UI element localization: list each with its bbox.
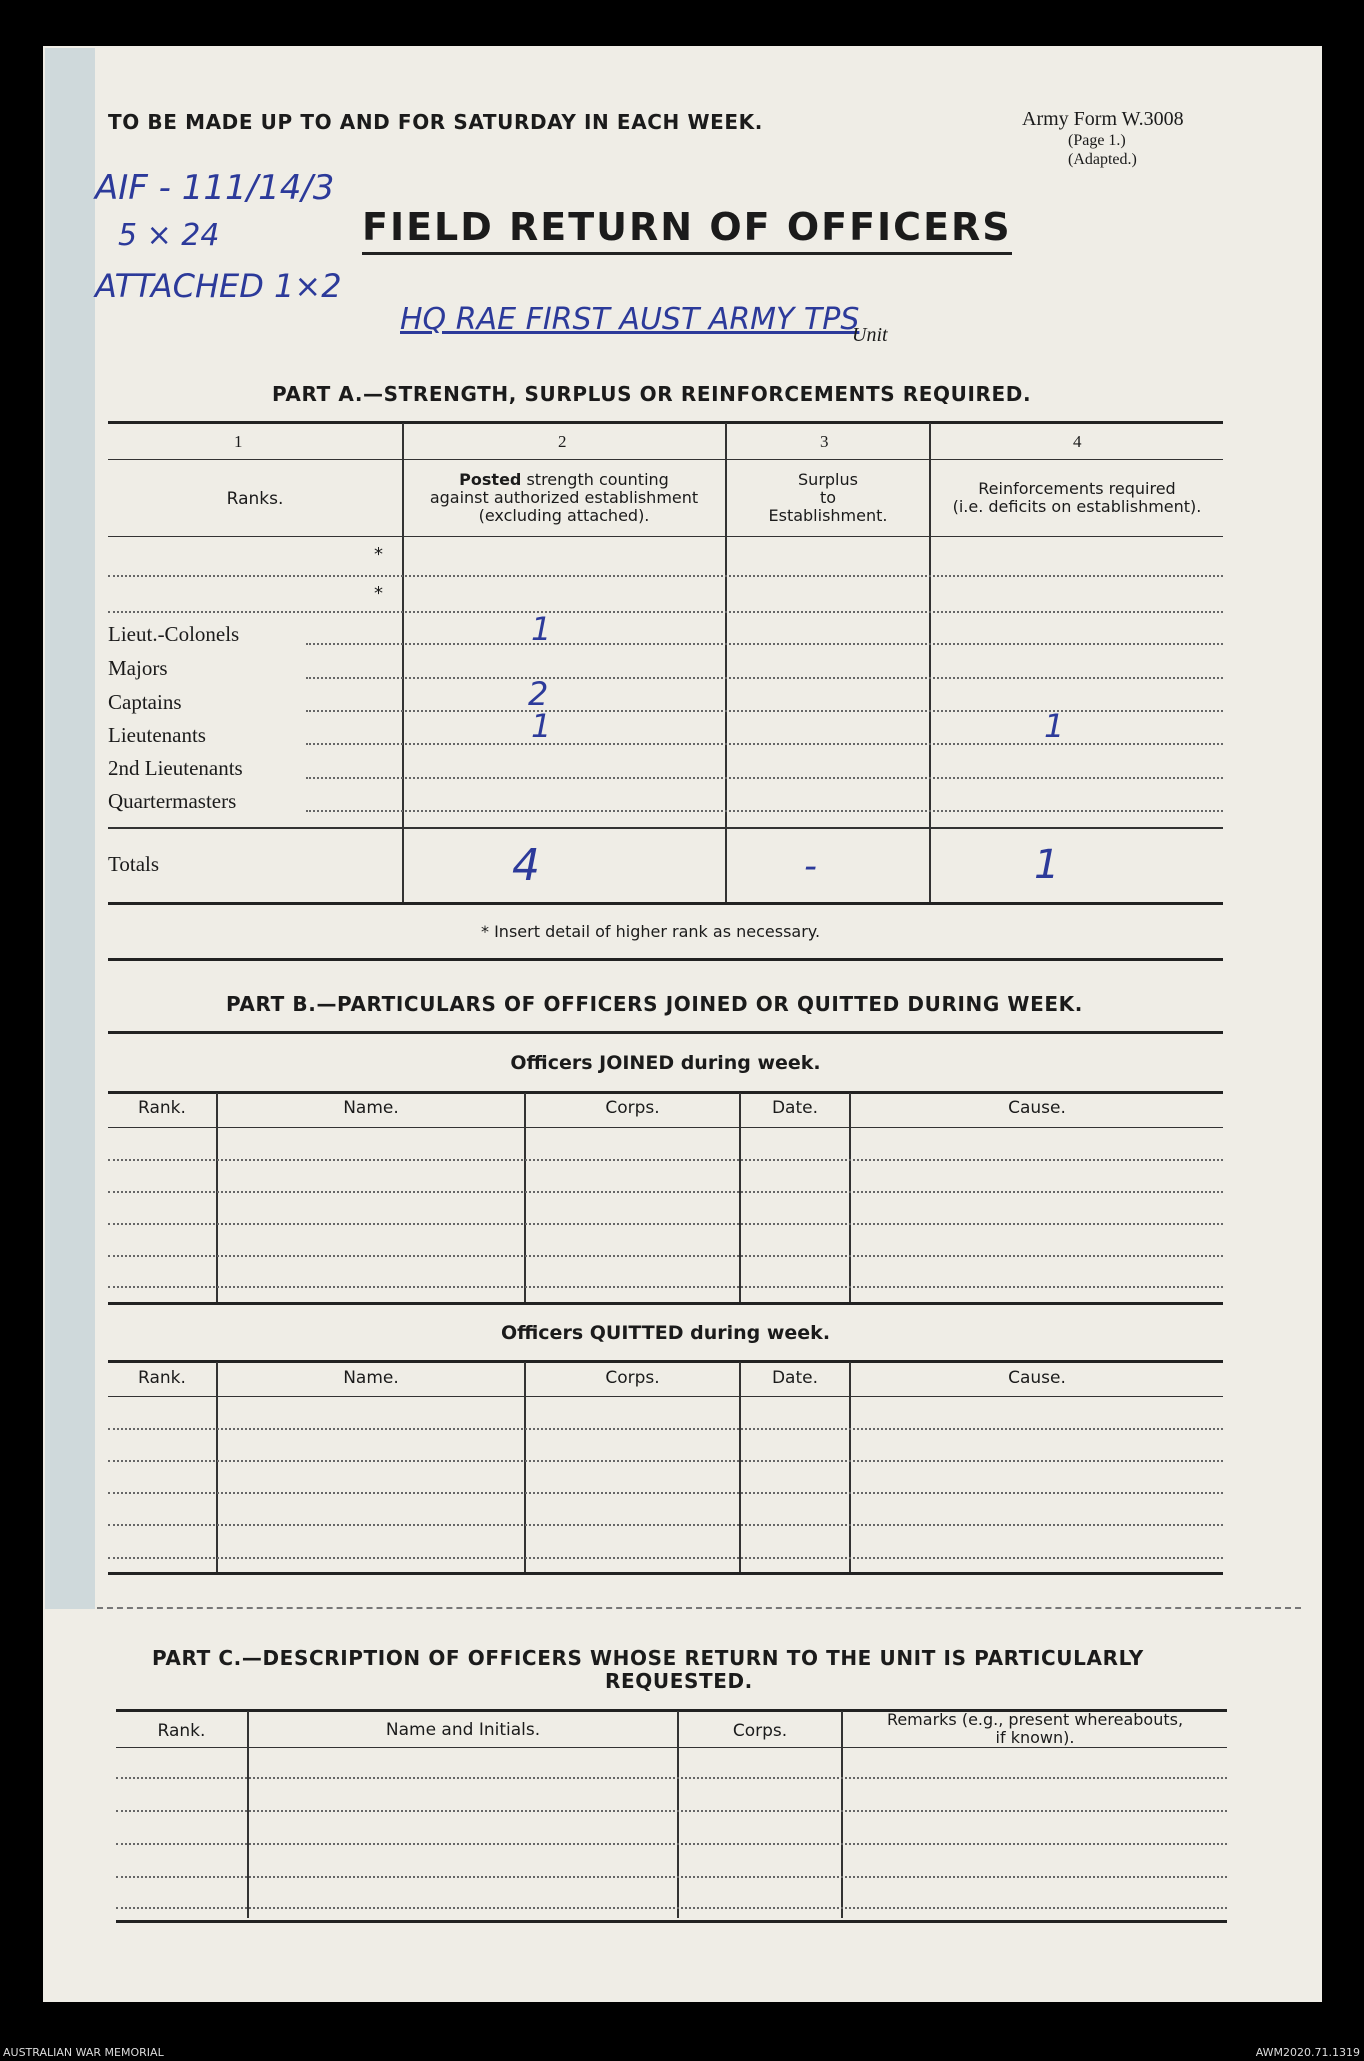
joined-col-divider: [849, 1093, 851, 1302]
part-c-heading: PART C.—DESCRIPTION OF OFFICERS WHOSE RETURN TO THE UNIT IS PARTICULARLY: [152, 1646, 1144, 1670]
quitted-header-rule: [108, 1396, 1223, 1397]
part-a-heading: PART A.—STRENGTH, SURPLUS OR REINFORCEMENTS REQUIRED.: [272, 382, 1032, 406]
dotted-row: [116, 1810, 1227, 1812]
rank-label: Lieut.-Colonels: [108, 622, 240, 646]
joined-cause-header: Cause.: [1008, 1098, 1066, 1118]
joined-title: Officers JOINED during week.: [510, 1052, 821, 1074]
posted-header: Posted strength counting against authorized establishment (excluding attached).: [429, 470, 699, 525]
dotted-row: [108, 1159, 1223, 1161]
dotted-row: [116, 1876, 1227, 1878]
dotted-row: [306, 777, 1223, 779]
joined-rank-header: Rank.: [138, 1098, 186, 1118]
quitted-rank-header: Rank.: [138, 1368, 186, 1388]
posted-value: 1: [531, 707, 552, 745]
part-a-header-bottom: [108, 536, 1223, 537]
quitted-name-header: Name.: [343, 1368, 399, 1388]
dotted-row: [108, 1223, 1223, 1225]
part-c-name-header: Name and Initials.: [385, 1720, 541, 1740]
dotted-row: [306, 743, 1223, 745]
totals-rule: [108, 827, 1223, 829]
joined-corps-header: Corps.: [605, 1098, 660, 1118]
quitted-title: Officers QUITTED during week.: [500, 1322, 831, 1344]
reinforcements-header: Reinforcements required (i.e. deficits on establishment).: [952, 479, 1202, 516]
quitted-top-rule: [108, 1360, 1223, 1363]
rank-label: Majors: [108, 656, 168, 680]
joined-header-rule: [108, 1127, 1223, 1128]
rank-label: Captains: [108, 690, 182, 714]
totals-surplus: -: [804, 846, 817, 887]
quitted-date-header: Date.: [771, 1368, 819, 1388]
part-a-bottom-rule: [108, 902, 1223, 905]
quitted-bottom-rule: [108, 1572, 1223, 1575]
dotted-row: [306, 643, 1223, 645]
part-c-bottom-rule: [116, 1920, 1227, 1923]
part-c-rank-header: Rank.: [157, 1721, 206, 1741]
col-number-3: 3: [820, 432, 829, 451]
col-number-1: 1: [234, 432, 243, 451]
totals-posted: 4: [512, 840, 540, 891]
dotted-row: [108, 1255, 1223, 1257]
rank-label: Lieutenants: [108, 723, 206, 747]
col-number-4: 4: [1073, 432, 1082, 451]
col-number-2: 2: [558, 432, 567, 451]
dotted-row: [108, 611, 1223, 613]
quitted-col-divider: [739, 1362, 741, 1572]
dotted-row: [108, 575, 1223, 577]
dotted-row: [108, 1428, 1223, 1430]
reinforcement-value: 1: [1044, 707, 1065, 745]
dotted-row: [108, 1492, 1223, 1494]
footer-credit: AUSTRALIAN WAR MEMORIAL: [3, 2046, 164, 2059]
quitted-corps-header: Corps.: [605, 1368, 660, 1388]
quitted-col-divider: [849, 1362, 851, 1572]
dotted-row: [306, 710, 1223, 712]
quitted-col-divider: [216, 1362, 218, 1572]
part-c-corps-header: Corps.: [732, 1721, 788, 1741]
section-rule: [108, 958, 1223, 961]
joined-date-header: Date.: [771, 1098, 819, 1118]
quitted-cause-header: Cause.: [1008, 1368, 1066, 1388]
dotted-row: [108, 1557, 1223, 1559]
form-number: Army Form W.3008: [1022, 108, 1184, 130]
star-marker: *: [374, 583, 383, 604]
handwritten-reference: AIF - 111/14/3: [95, 168, 335, 208]
star-marker: *: [374, 544, 383, 565]
part-c-col-divider: [247, 1711, 249, 1918]
rank-label: 2nd Lieutenants: [108, 756, 243, 780]
posted-value: 2: [528, 675, 549, 713]
form-page: (Page 1.): [1068, 132, 1126, 149]
joined-col-divider: [739, 1093, 741, 1302]
totals-reinforcements: 1: [1034, 842, 1060, 888]
joined-col-divider: [524, 1093, 526, 1302]
handwritten-attached: ATTACHED 1×2: [95, 267, 342, 305]
dotted-row: [108, 1460, 1223, 1462]
form-title: FIELD RETURN OF OFFICERS: [362, 205, 1012, 255]
part-c-heading-cont: REQUESTED.: [605, 1669, 753, 1693]
joined-top-rule: [108, 1091, 1223, 1094]
dotted-row: [116, 1843, 1227, 1845]
joined-bottom-rule: [108, 1302, 1223, 1305]
rank-label: Quartermasters: [108, 789, 237, 813]
totals-label: Totals: [108, 852, 160, 876]
part-b-top-rule: [108, 1031, 1223, 1034]
dotted-row: [116, 1777, 1227, 1779]
handwritten-unit: HQ RAE FIRST AUST ARMY TPS: [400, 302, 860, 337]
dotted-row: [108, 1524, 1223, 1526]
form-adapted: (Adapted.): [1068, 151, 1137, 168]
posted-value: 1: [531, 610, 552, 648]
handwritten-count: 5 × 24: [118, 218, 220, 253]
dotted-row: [108, 1286, 1223, 1288]
dotted-row: [116, 1907, 1227, 1909]
part-a-header-rule: [108, 459, 1223, 460]
instruction-text: TO BE MADE UP TO AND FOR SATURDAY IN EACH WEEK.: [108, 110, 763, 134]
dotted-row: [306, 810, 1223, 812]
surplus-header: Surplus to Establishment.: [768, 470, 888, 525]
dotted-row: [108, 1191, 1223, 1193]
part-a-top-rule: [108, 421, 1223, 424]
paper-edge-strip: [45, 48, 95, 1609]
part-c-header-rule: [116, 1747, 1227, 1748]
dotted-row: [306, 677, 1223, 679]
part-b-heading: PART B.—PARTICULARS OF OFFICERS JOINED OR QUITTED DURING WEEK.: [226, 992, 1083, 1016]
joined-col-divider: [216, 1093, 218, 1302]
footnote: * Insert detail of higher rank as necessary.: [481, 922, 821, 941]
joined-name-header: Name.: [343, 1098, 399, 1118]
part-c-remarks-header: Remarks (e.g., present whereabouts, if known).: [886, 1710, 1184, 1747]
unit-label: Unit: [852, 324, 888, 346]
quitted-col-divider: [524, 1362, 526, 1572]
footer-accession: AWM2020.71.1319: [1255, 2046, 1360, 2059]
ranks-header: Ranks.: [226, 489, 284, 509]
perforation-line: [97, 1607, 1301, 1609]
part-c-col-divider: [677, 1711, 679, 1918]
